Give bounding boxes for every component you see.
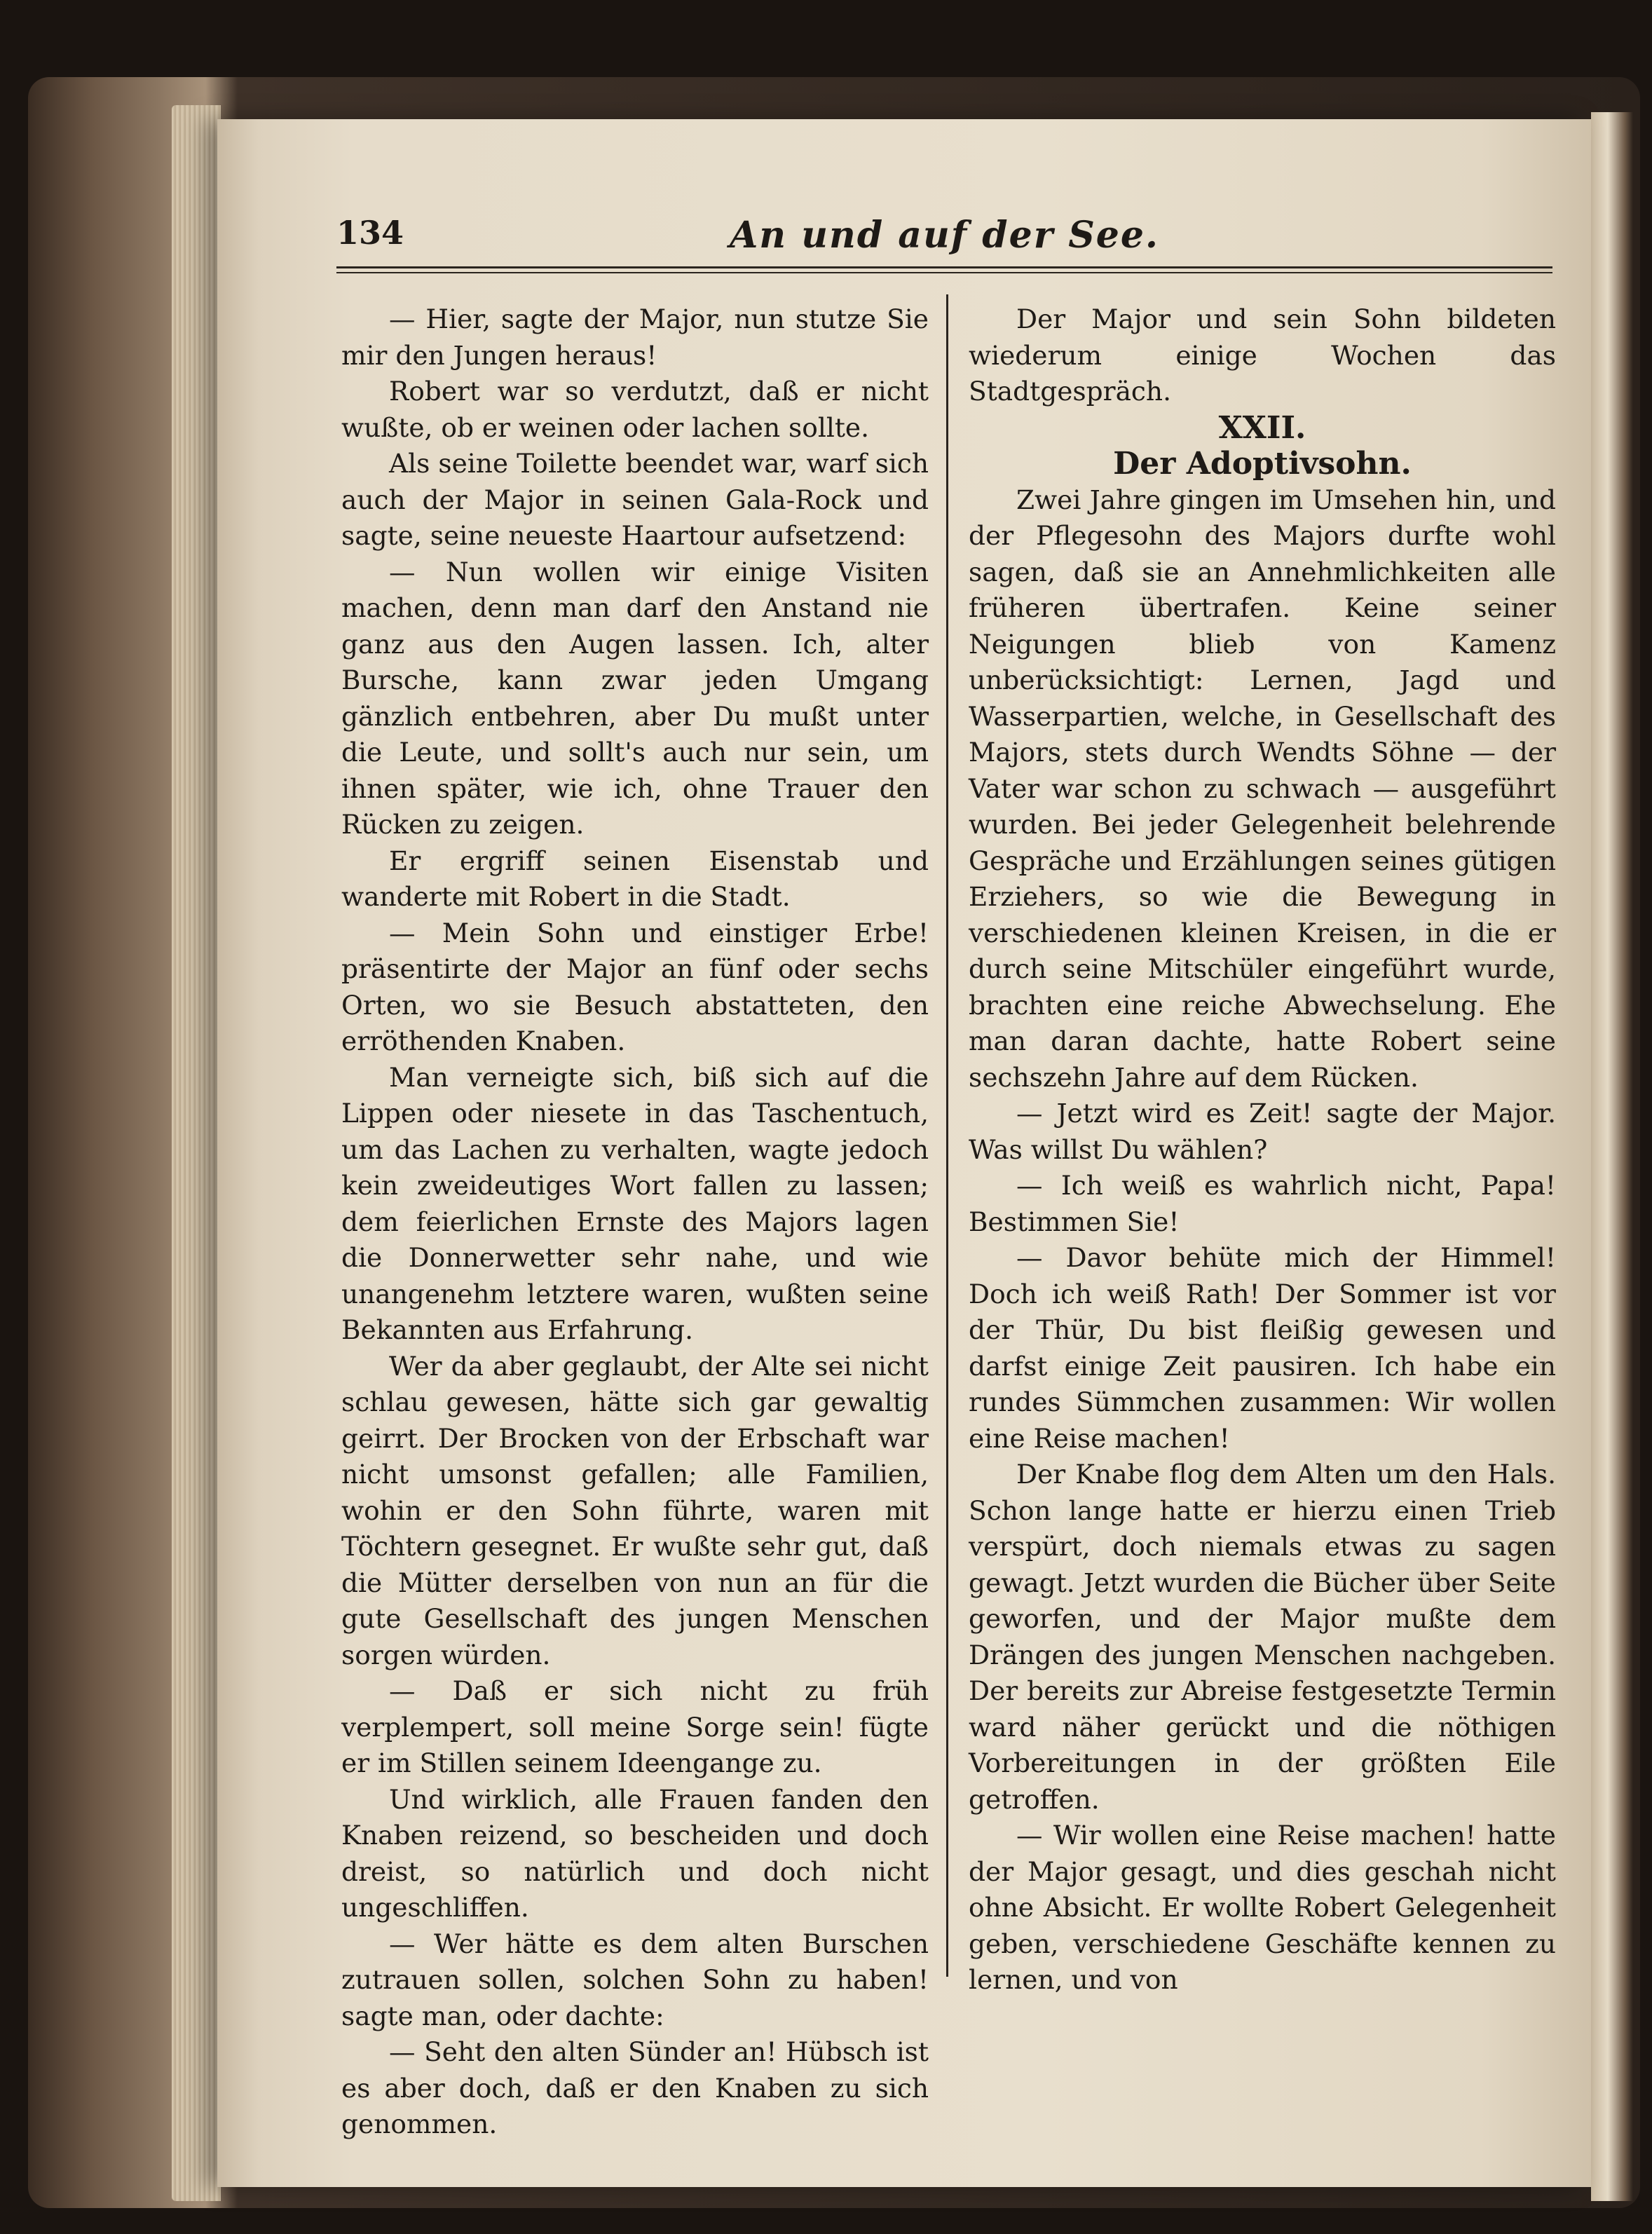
- chapter-title: Der Adoptivsohn.: [1113, 446, 1412, 482]
- paragraph: — Ich weiß es wahrlich nicht, Papa! Bestimmen Sie!: [969, 1170, 1556, 1237]
- facing-page-edge: [1591, 112, 1633, 2201]
- paragraph: Er ergriff seinen Eisenstab und wanderte mit Robert in die Stadt.: [341, 845, 929, 912]
- paragraph: — Wer hätte es dem alten Burschen zutrauen sollen, solchen Sohn zu haben! sagte man, oder dachte:: [341, 1928, 929, 2031]
- header-rule: [336, 266, 1552, 268]
- page-header: [336, 214, 1552, 263]
- paragraph: — Daß er sich nicht zu früh verplempert, soll meine Sorge sein! fügte er im Stillen seinem Ideengange zu.: [341, 1675, 929, 1778]
- paragraph: Wer da aber geglaubt, der Alte sei nicht schlau gewesen, hätte sich gar gewaltig geirrt. Der Brocken von der Erbschaft war nicht umsonst gefallen; alle Familien, wohin er den Sohn führte, waren mit Töchtern gesegnet. Er wußte sehr gut, daß die Mütter derselben von nun an für die gute Gesellschaft des jungen Menschen sorgen würden.: [341, 1350, 929, 1670]
- column-divider: [946, 294, 948, 1977]
- paragraph: Zwei Jahre gingen im Umsehen hin, und der Pflegesohn des Majors durfte wohl sagen, daß sie an Annehmlichkeiten alle früheren übertrafen. Keine seiner Neigungen blieb von Kamenz unberücksichtigt: Lernen, Jagd und Wasserpartien, welche, in Gesellschaft des Majors, stets durch Wendts Söhne — der Vater war schon zu schwach — ausgeführt wurden. Bei jeder Gelegenheit belehrende Gespräche und Erzählungen seines gütigen Erziehers, so wie die Bewegung in verschiedenen kleinen Kreisen, in die er durch seine Mitschüler eingeführt wurde, brachten eine reiche Abwechselung. Ehe man daran dachte, hatte Robert seine sechszehn Jahre auf dem Rücken.: [969, 484, 1556, 1093]
- paragraph: — Mein Sohn und einstiger Erbe! präsentirte der Major an fünf oder sechs Orten, wo sie Besuch abstatteten, den erröthenden Knaben.: [341, 917, 929, 1056]
- running-title: An und auf der See.: [729, 214, 1160, 257]
- header-rule-thin: [336, 272, 1552, 273]
- paragraph: Und wirklich, alle Frauen fanden den Knaben reizend, so bescheiden und doch dreist, so natürlich und doch nicht ungeschliffen.: [341, 1783, 929, 1923]
- right-column: [969, 301, 1556, 1998]
- paragraph: Robert war so verdutzt, daß er nicht wußte, ob er weinen oder lachen sollte.: [341, 376, 929, 443]
- page-number: 134: [336, 214, 404, 252]
- paragraph: — Nun wollen wir einige Visiten machen, denn man darf den Anstand nie ganz aus den Augen lassen. Ich, alter Bursche, kann zwar jeden Umgang gänzlich entbehren, aber Du mußt unter die Leute, und sollt's auch nur sein, um ihnen später, wie ich, ohne Trauer den Rücken zu zeigen.: [341, 556, 929, 840]
- chapter-number: XXII.: [1218, 409, 1306, 446]
- paragraph: — Hier, sagte der Major, nun stutze Sie mir den Jungen heraus!: [341, 304, 929, 371]
- paragraph: — Wir wollen eine Reise machen! hatte der Major gesagt, und dies geschah nicht ohne Absicht. Er wollte Robert Gelegenheit geben, verschiedene Geschäfte kennen zu lernen, und von: [969, 1820, 1556, 1995]
- paragraph: Der Knabe flog dem Alten um den Hals. Schon lange hatte er hierzu einen Trieb verspürt, doch niemals etwas zu sagen gewagt. Jetzt wurden die Bücher über Seite geworfen, und der Major mußte dem Drängen des jungen Menschen nachgeben. Der bereits zur Abreise festgesetzte Termin ward näher gerückt und die nöthigen Vorbereitungen in der größten Eile getroffen.: [969, 1459, 1556, 1815]
- paragraph: — Seht den alten Sünder an! Hübsch ist es aber doch, daß er den Knaben zu sich genommen.: [341, 2036, 929, 2139]
- paragraph: Man verneigte sich, biß sich auf die Lippen oder niesete in das Taschentuch, um das Lachen zu verhalten, wagte jedoch kein zweideutiges Wort fallen zu lassen; dem feierlichen Ernste des Majors lagen die Donnerwetter sehr nahe, und wie unangenehm letztere waren, wußten seine Bekannten aus Erfahrung.: [341, 1061, 929, 1345]
- paragraph: Als seine Toilette beendet war, warf sich auch der Major in seinen Gala-Rock und sagte, seine neueste Haartour aufsetzend:: [341, 448, 929, 551]
- paragraph: — Davor behüte mich der Himmel! Doch ich weiß Rath! Der Sommer ist vor der Thür, Du bist fleißig gewesen und darfst einige Zeit pausiren. Ich habe ein rundes Sümmchen zusammen: Wir wollen eine Reise machen!: [969, 1242, 1556, 1454]
- paragraph: — Jetzt wird es Zeit! sagte der Major. Was willst Du wählen?: [969, 1098, 1556, 1165]
- left-column: [341, 301, 929, 2143]
- paragraph: Der Major und sein Sohn bildeten wiederum einige Wochen das Stadtgespräch.: [969, 304, 1556, 407]
- page-edges: [172, 105, 221, 2201]
